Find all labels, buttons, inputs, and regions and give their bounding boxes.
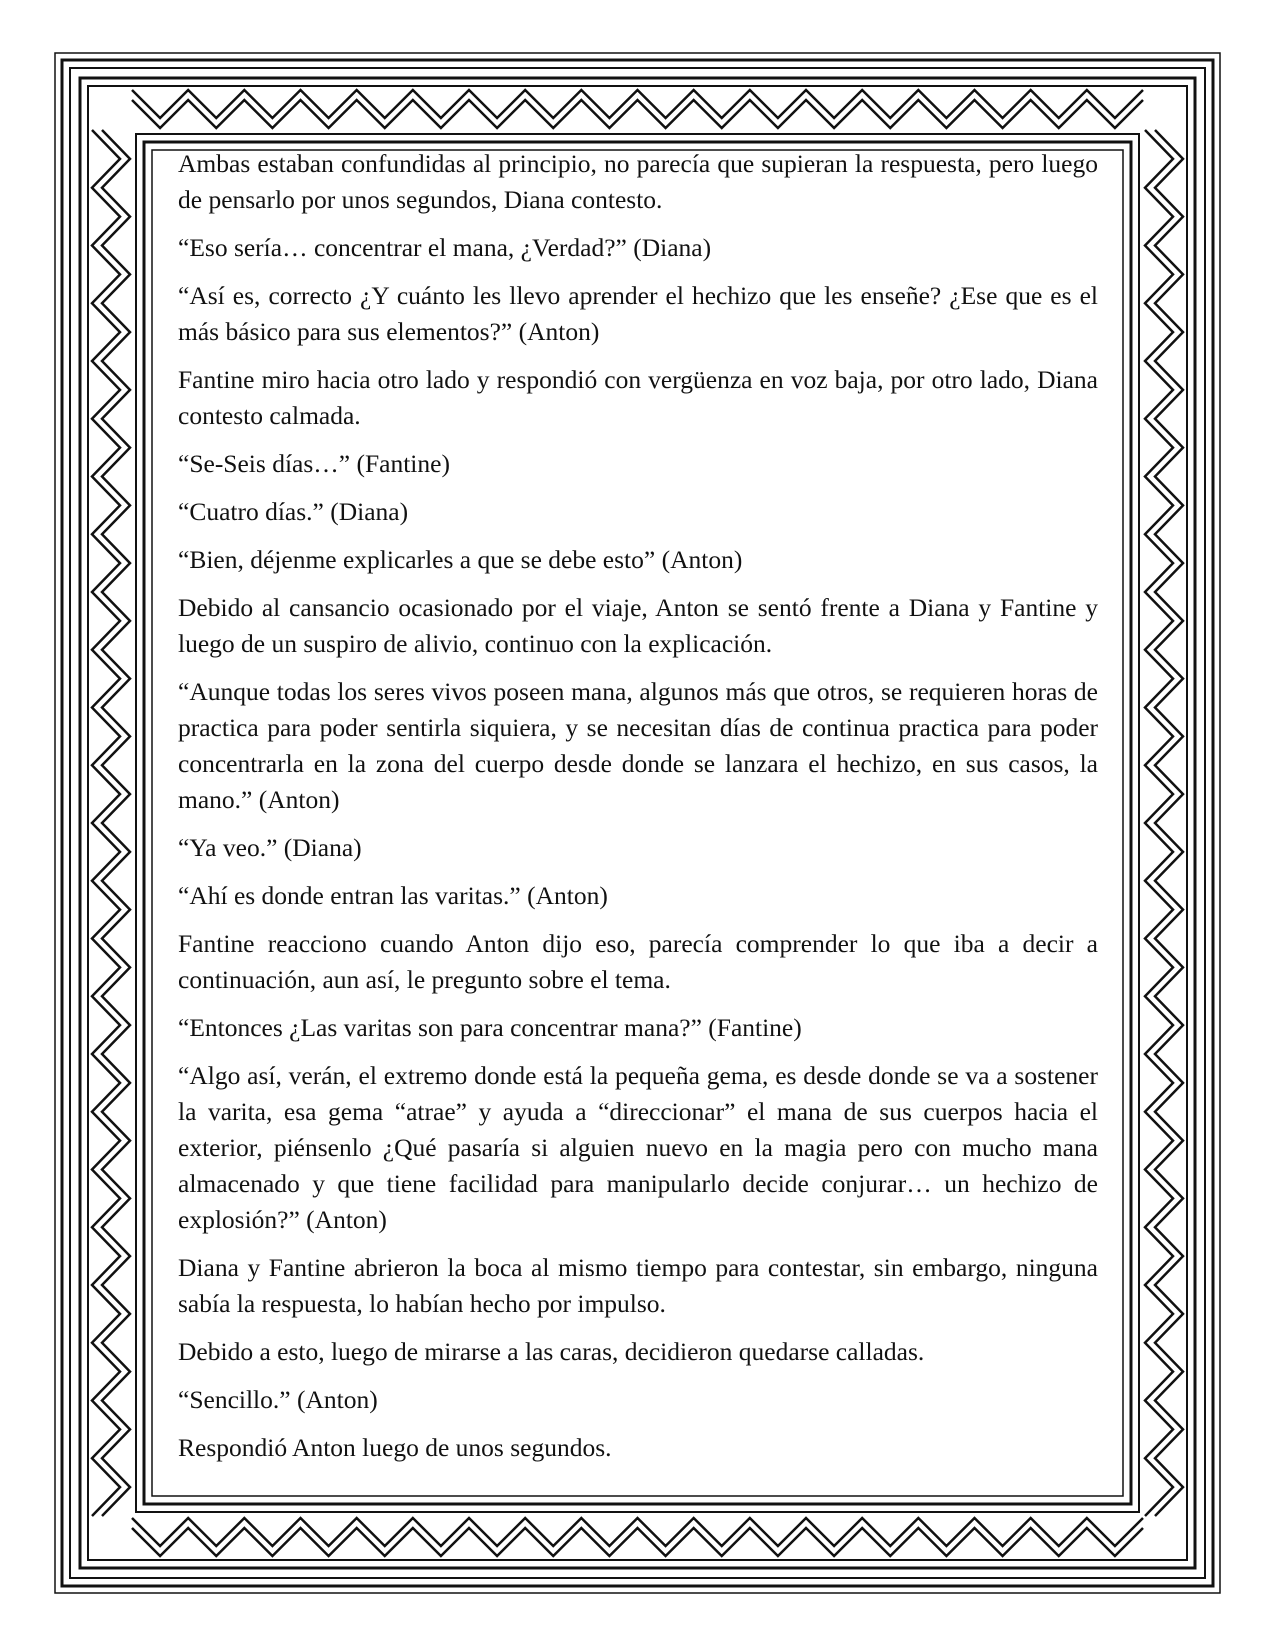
paragraph-16: Debido a esto, luego de mirarse a las caras, decidieron quedarse calladas. — [178, 1337, 925, 1366]
paragraph-5: “Se-Seis días…” (Fantine) — [178, 449, 450, 478]
zigzag-band — [132, 90, 1143, 118]
paragraph-4: Fantine miro hacia otro lado y respondió con vergüenza en voz baja, por otro lado, Diana contesto calmada. — [178, 365, 1098, 430]
paragraph-13: “Entonces ¿Las varitas son para concentrar mana?” (Fantine) — [178, 1013, 802, 1042]
paragraph-12: Fantine reacciono cuando Anton dijo eso, parecía comprender lo que iba a decir a continuación, aun así, le pregunto sobre el tema. — [178, 929, 1098, 994]
paragraph-11: “Ahí es donde entran las varitas.” (Anton) — [178, 881, 608, 910]
paragraph-3: “Así es, correcto ¿Y cuánto les llevo aprender el hechizo que les enseñe? ¿Ese que es el más básico para sus elementos?” (Anton) — [178, 281, 1098, 346]
paragraph-18: Respondió Anton luego de unos segundos. — [178, 1433, 612, 1462]
paragraph-2: “Eso sería… concentrar el mana, ¿Verdad?” (Diana) — [178, 233, 712, 262]
paragraph-9: “Aunque todas los seres vivos poseen mana, algunos más que otros, se requieren horas de practica para poder sentirla siquiera, y se necesitan días de continua practica para poder concentrarla en la zona del cuerpo desde donde se lanzara el hechizo, en sus casos, la mano.” (Anton) — [178, 677, 1098, 814]
paragraph-15: Diana y Fantine abrieron la boca al mismo tiempo para contestar, sin embargo, ninguna sabía la respuesta, lo habían hecho por impulso. — [178, 1253, 1098, 1318]
paragraph-7: “Bien, déjenme explicarles a que se debe esto” (Anton) — [178, 545, 743, 574]
paragraph-10: “Ya veo.” (Diana) — [178, 833, 362, 862]
paragraph-1: Ambas estaban confundidas al principio, no parecía que supieran la respuesta, pero luego de pensarlo por unos segundos, Diana contesto. — [178, 149, 1098, 214]
paragraph-6: “Cuatro días.” (Diana) — [178, 497, 409, 526]
zigzag-band — [132, 100, 1143, 128]
page-body-text — [178, 146, 1098, 1478]
zigzag-band — [1145, 130, 1173, 1516]
paragraph-17: “Sencillo.” (Anton) — [178, 1385, 378, 1414]
zigzag-band — [92, 130, 120, 1516]
paragraph-14: “Algo así, verán, el extremo donde está la pequeña gema, es desde donde se va a sostener la varita, esa gema “atrae” y ayuda a “direccionar” el mana de sus cuerpos hacia el exterior, piénsenlo ¿Qué pasaría si alguien nuevo en la magia pero con mucho mana almacenado y que tiene facilidad para manipularlo decide conjurar… un hechizo de explosión?” (Anton) — [178, 1061, 1098, 1234]
paragraph-8: Debido al cansancio ocasionado por el viaje, Anton se sentó frente a Diana y Fantine y luego de un suspiro de alivio, continuo con la explicación. — [178, 593, 1098, 658]
zigzag-band — [132, 1518, 1143, 1546]
zigzag-band — [132, 1528, 1143, 1556]
